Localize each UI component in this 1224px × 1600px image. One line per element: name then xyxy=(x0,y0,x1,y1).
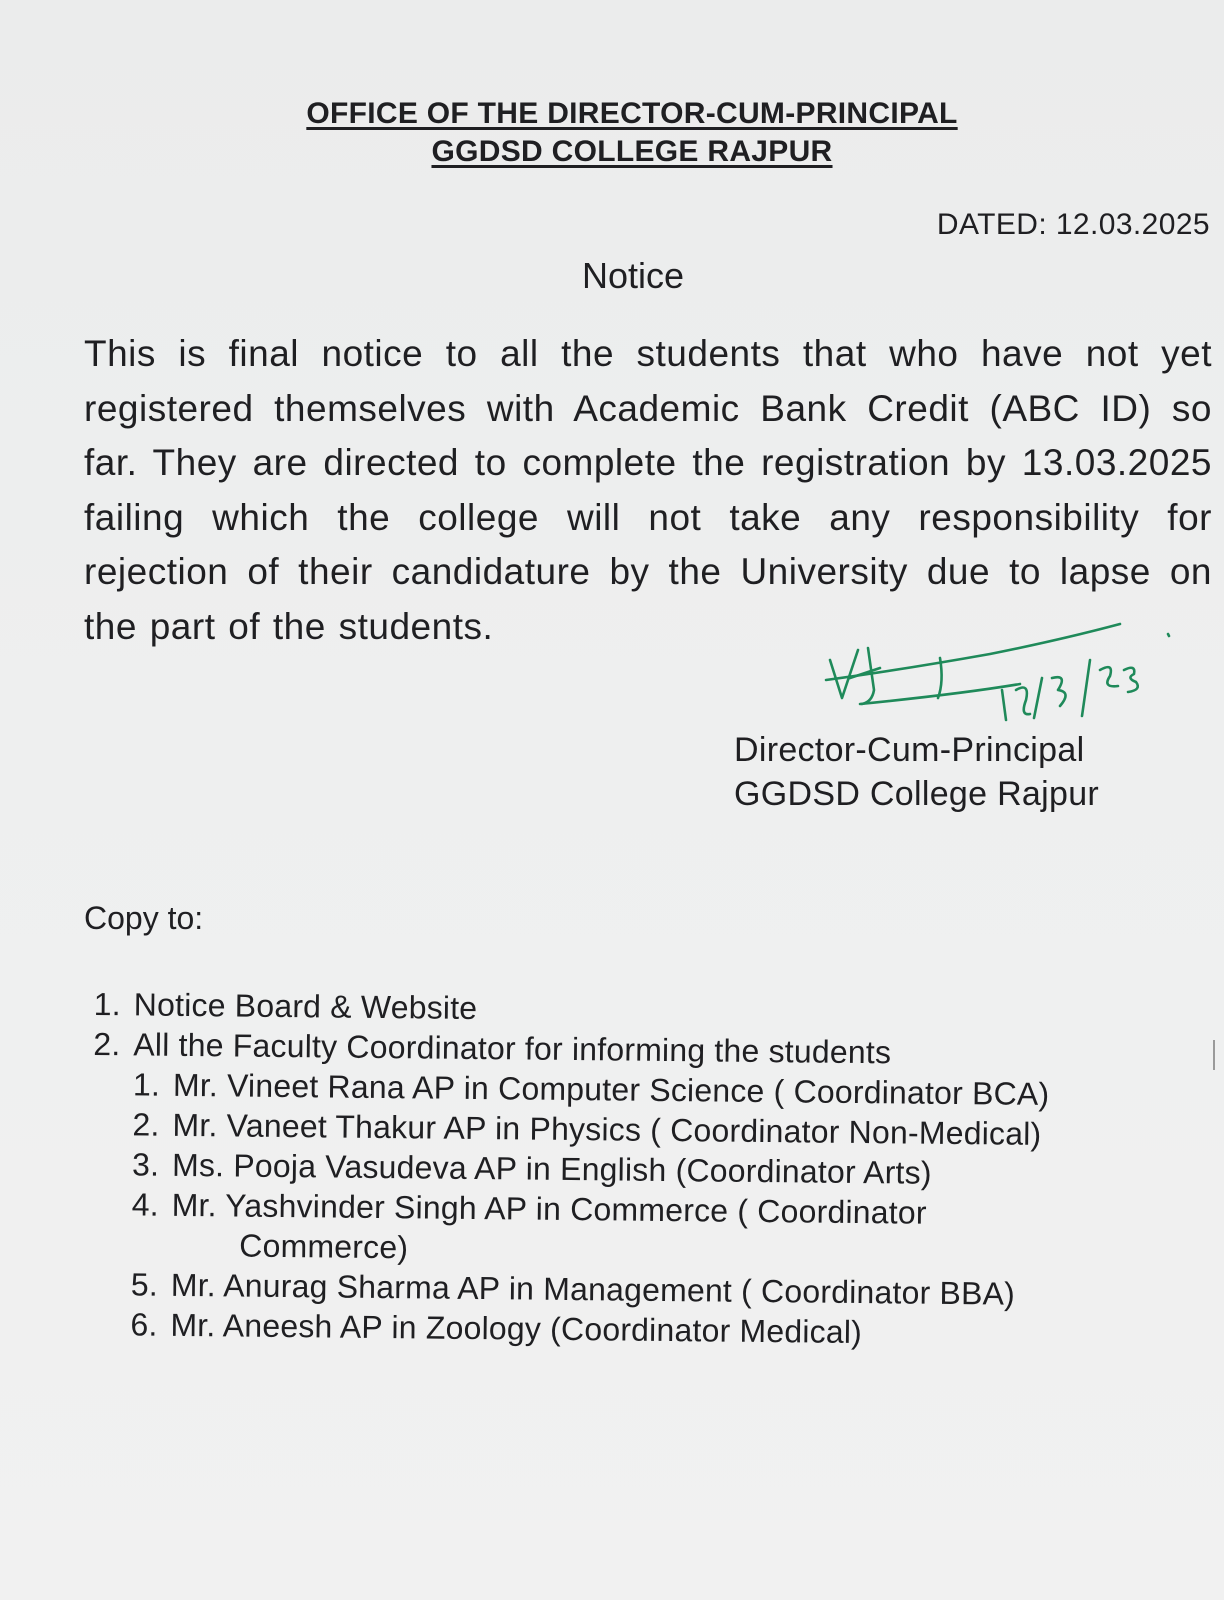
list-number: 2. xyxy=(93,1025,121,1063)
college-title: GGDSD COLLEGE RAJPUR xyxy=(431,135,833,168)
list-text: Notice Board & Website xyxy=(133,986,478,1027)
list-number: 6. xyxy=(130,1306,158,1343)
copy-to-list xyxy=(90,984,1050,1354)
signatory-block xyxy=(734,728,1099,816)
list-number: 2. xyxy=(132,1106,160,1143)
list-number: 4. xyxy=(131,1186,159,1223)
coordinator-text: Mr. Anurag Sharma AP in Management ( Coordinator BBA) xyxy=(170,1266,1016,1312)
coordinator-text: Ms. Pooja Vasudeva AP in English (Coordinator Arts) xyxy=(171,1146,932,1191)
paper-edge-mark xyxy=(1213,1040,1215,1070)
list-number: 1. xyxy=(132,1066,161,1103)
signatory-institution: GGDSD College Rajpur xyxy=(734,775,1100,813)
notice-title: Notice xyxy=(582,255,685,296)
list-number: 1. xyxy=(93,985,122,1023)
handwritten-signature xyxy=(820,620,1180,730)
list-number: 5. xyxy=(130,1266,159,1303)
office-title: OFFICE OF THE DIRECTOR-CUM-PRINCIPAL xyxy=(306,97,958,130)
notice-body: This is final notice to all the students that who have not yet registered themselves with Academic Bank Credit (ABC ID) so far. They are directed to complete the registration by 13.03.2025 failing which the college will not take any responsibility for rejection of their candidature by the University due to lapse on the part of the students. xyxy=(84,333,1212,647)
letterhead xyxy=(0,95,1224,171)
copy-to-label: Copy to: xyxy=(84,900,204,936)
signatory-designation: Director-Cum-Principal xyxy=(734,731,1085,769)
list-number: 3. xyxy=(131,1146,160,1183)
list-text: All the Faculty Coordinator for informing the students xyxy=(133,1026,892,1071)
coordinator-text: Mr. Aneesh AP in Zoology (Coordinator Medical) xyxy=(170,1306,863,1351)
coordinator-text: Mr. Yashvinder Singh AP in Commerce ( Coordinator xyxy=(171,1186,927,1231)
coordinator-text: Mr. Vaneet Thakur AP in Physics ( Coordinator Non-Medical) xyxy=(172,1106,1042,1152)
coordinator-continuation: Commerce) xyxy=(239,1227,409,1266)
notice-date: DATED: 12.03.2025 xyxy=(936,208,1210,241)
coordinator-text: Mr. Vineet Rana AP in Computer Science ( Coordinator BCA) xyxy=(172,1066,1050,1113)
